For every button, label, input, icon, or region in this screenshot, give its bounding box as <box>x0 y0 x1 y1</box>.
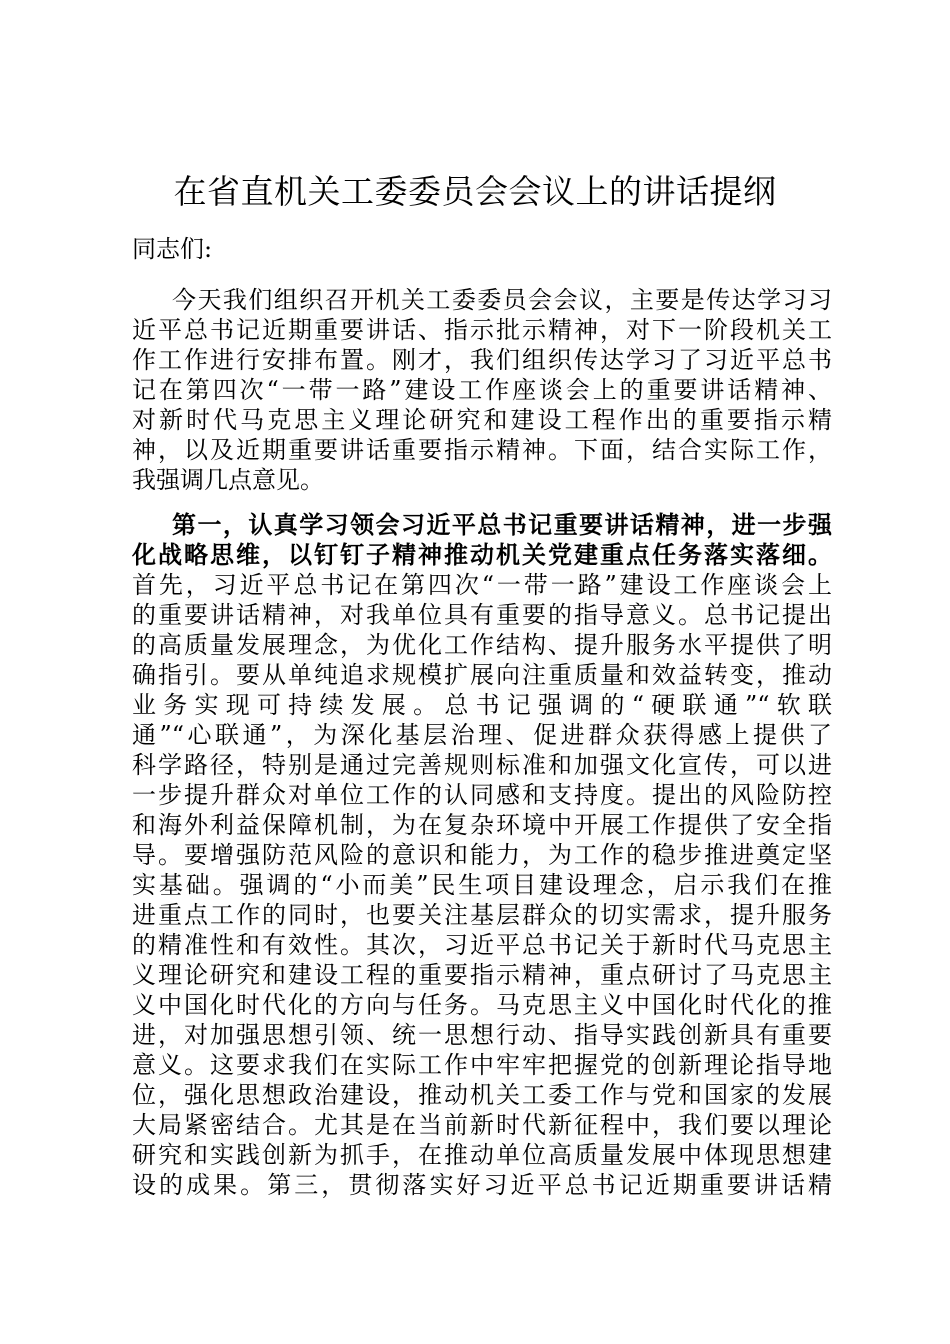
paragraph-line: 确指引。要从单纯追求规模扩展向注重质量和效益转变，推动 <box>132 661 832 689</box>
paragraph-line: 化战略思维，以钉钉子精神推动机关党建重点任务落实落细。 <box>132 540 832 569</box>
paragraph-line: 通”“心联通”，为深化基层治理、促进群众获得感上提供了 <box>132 721 832 749</box>
paragraph-line: 今天我们组织召开机关工委委员会会议，主要是传达学习习 <box>172 286 832 314</box>
document-title: 在省直机关工委委员会会议上的讲话提纲 <box>173 172 777 211</box>
paragraph-line: 神，以及近期重要讲话重要指示精神。下面，结合实际工作， <box>132 436 832 464</box>
paragraph-line: 的高质量发展理念，为优化工作结构、提升服务水平提供了明 <box>132 631 832 659</box>
paragraph-line: 的精准性和有效性。其次，习近平总书记关于新时代马克思主 <box>132 931 832 959</box>
paragraph-line: 设的成果。第三，贯彻落实好习近平总书记近期重要讲话精 <box>132 1171 832 1199</box>
paragraph-line: 业务实现可持续发展。总书记强调的“硬联通”“软联 <box>132 691 832 719</box>
paragraph-line: 首先，习近平总书记在第四次“一带一路”建设工作座谈会上 <box>132 571 832 599</box>
paragraph-line: 第一，认真学习领会习近平总书记重要讲话精神，进一步强 <box>172 510 832 539</box>
paragraph-line: 作工作进行安排布置。刚才，我们组织传达学习了习近平总书 <box>132 346 832 374</box>
paragraph-line: 一步提升群众对单位工作的认同感和支持度。提出的风险防控 <box>132 781 832 809</box>
paragraph-line: 对新时代马克思主义理论研究和建设工程作出的重要指示精 <box>132 406 832 434</box>
paragraph-line: 研究和实践创新为抓手，在推动单位高质量发展中体现思想建 <box>132 1141 832 1169</box>
paragraph-line: 意义。这要求我们在实际工作中牢牢把握党的创新理论指导地 <box>132 1051 832 1079</box>
salutation: 同志们: <box>132 235 213 263</box>
paragraph-line: 的重要讲话精神，对我单位具有重要的指导意义。总书记提出 <box>132 601 832 629</box>
paragraph-line: 近平总书记近期重要讲话、指示批示精神，对下一阶段机关工 <box>132 316 832 344</box>
paragraph-line: 大局紧密结合。尤其是在当前新时代新征程中，我们要以理论 <box>132 1111 832 1139</box>
paragraph-line: 导。要增强防范风险的意识和能力，为工作的稳步推进奠定坚 <box>132 841 832 869</box>
paragraph-line: 义理论研究和建设工程的重要指示精神，重点研讨了马克思主 <box>132 961 832 989</box>
paragraph-line: 位，强化思想政治建设，推动机关工委工作与党和国家的发展 <box>132 1081 832 1109</box>
paragraph-line: 进，对加强思想引领、统一思想行动、指导实践创新具有重要 <box>132 1021 832 1049</box>
paragraph-intro <box>132 285 832 495</box>
paragraph-line: 科学路径，特别是通过完善规则标准和加强文化宣传，可以进 <box>132 751 832 779</box>
paragraph-line: 进重点工作的同时，也要关注基层群众的切实需求，提升服务 <box>132 901 832 929</box>
paragraph-line: 我强调几点意见。 <box>132 466 324 494</box>
paragraph-line: 义中国化时代化的方向与任务。马克思主义中国化时代化的推 <box>132 991 832 1019</box>
paragraph-first-point <box>132 510 832 1200</box>
paragraph-line: 实基础。强调的“小而美”民生项目建设理念，启示我们在推 <box>132 871 832 899</box>
paragraph-line: 和海外利益保障机制，为在复杂环境中开展工作提供了安全指 <box>132 811 832 839</box>
paragraph-line: 记在第四次“一带一路”建设工作座谈会上的重要讲话精神、 <box>132 376 832 404</box>
